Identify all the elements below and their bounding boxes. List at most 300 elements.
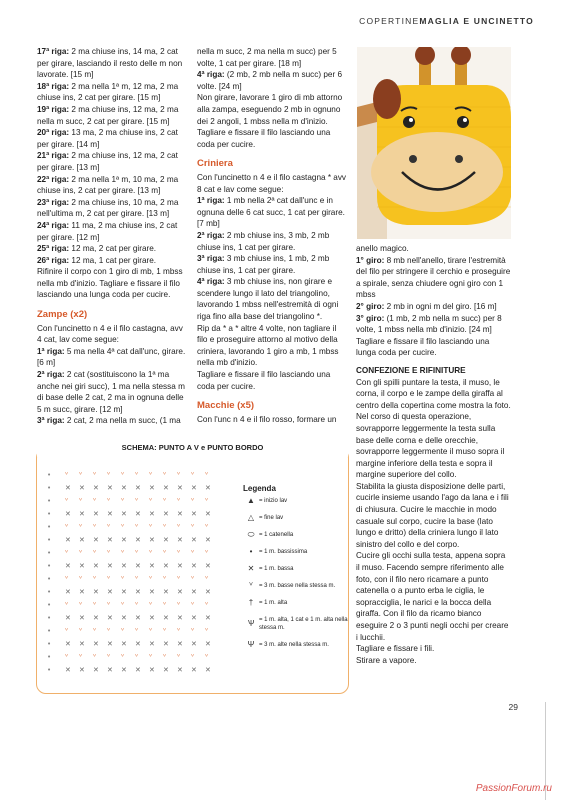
stitch-mark: ⱽ (65, 471, 69, 479)
stitch-mark: ⱽ (135, 497, 139, 505)
stitch-mark: ⱽ (135, 523, 139, 531)
instruction-text: 1 mb nella 2ª cat dall'unc e in ognuna delle 6 cat succ, 1 cat per girare. [7 mb] (197, 196, 345, 229)
instruction-text: 12 ma, 1 cat per girare. (69, 255, 157, 265)
stitch-mark: ⱽ (149, 497, 153, 505)
stitch-mark: ✕ (79, 614, 85, 622)
row-marker: • (47, 562, 52, 570)
instruction-text: 11 ma, 2 ma chiuse ins, 2 cat per girare. [12 m] (37, 220, 178, 242)
stitch-mark: ⱽ (177, 601, 181, 609)
legend-item (243, 599, 348, 607)
stitch-mark: ⱽ (191, 575, 195, 583)
stitch-mark: ✕ (107, 614, 113, 622)
row-label: 24ª riga: (37, 220, 70, 230)
instruction-text: Stabilita la giusta disposizione delle parti, cucirle insieme usando l'ago da lana e i fili di chiusura. Cucire le macchie in modo casuale sul corpo, cucire la base (lato lungo e dritto) della criniera lungo il lato sinistro del collo e del corpo. (356, 481, 509, 549)
legend-label: = 1 catenella (259, 532, 294, 538)
instruction-text: Stirare a vapore. (356, 655, 417, 665)
instruction-paragraph (197, 172, 347, 195)
instruction-paragraph (197, 195, 347, 230)
stitch-mark: ⱽ (93, 523, 97, 531)
row-label: 2ª riga: (197, 230, 225, 240)
instruction-text: Rifinire il corpo con 1 giro di mb, 1 mbss nella mb d'inizio. Tagliare e fissare il filo lasciando una lunga coda per cucire. (37, 267, 183, 300)
stitch-mark: ⱽ (79, 523, 83, 531)
stitch-symbol-icon: ⬭ (247, 530, 255, 539)
instruction-paragraph (356, 643, 511, 655)
instruction-paragraph (197, 276, 347, 322)
stitch-mark: ✕ (93, 640, 99, 648)
row-marker: • (47, 640, 52, 648)
stitch-mark: ✕ (107, 536, 113, 544)
row-label: 17ª riga: (37, 47, 70, 56)
page-number: 29 (508, 702, 518, 712)
stitch-mark: ⱽ (79, 497, 83, 505)
stitch-mark: ✕ (65, 640, 71, 648)
stitch-mark: ✕ (177, 536, 183, 544)
row-marker: • (47, 627, 52, 635)
stitch-mark: ✕ (177, 562, 183, 570)
stitch-mark: ✕ (191, 640, 197, 648)
stitch-mark: ✕ (205, 614, 211, 622)
section-heading: Macchie (x5) (197, 400, 255, 412)
row-marker: • (47, 510, 52, 518)
row-label: 19ª riga: (37, 104, 70, 114)
row-label: 21ª riga: (37, 151, 70, 161)
instruction-paragraph (197, 46, 347, 69)
row-marker: • (47, 614, 52, 622)
stitch-diagram (36, 443, 349, 694)
stitch-mark: ⱽ (149, 575, 153, 583)
stitch-mark: ⱽ (177, 549, 181, 557)
stitch-mark: ⱽ (177, 523, 181, 531)
stitch-mark: ✕ (135, 562, 141, 570)
stitch-mark: ⱽ (93, 575, 97, 583)
stitch-mark: ✕ (191, 614, 197, 622)
stitch-mark: ✕ (65, 614, 71, 622)
instruction-paragraph (37, 220, 187, 243)
instruction-text: nella m succ, 2 ma nella m succ) per 5 volte, 1 cat per girare. [18 m] (197, 47, 337, 68)
stitch-mark: ✕ (135, 484, 141, 492)
row-marker: • (47, 601, 52, 609)
stitch-mark: ⱽ (149, 523, 153, 531)
stitch-mark: ✕ (149, 666, 155, 674)
stitch-mark: ⱽ (149, 653, 153, 661)
stitch-mark: ✕ (163, 614, 169, 622)
stitch-mark: ⱽ (79, 627, 83, 635)
stitch-mark: ✕ (121, 536, 127, 544)
stitch-mark: ✕ (135, 588, 141, 596)
stitch-mark: ✕ (163, 640, 169, 648)
instruction-text: 2 ma nella 1ª m, 12 ma, 2 ma chiuse ins, 2 cat per girare. [15 m] (37, 81, 179, 103)
instruction-paragraph (37, 346, 187, 369)
stitch-mark: ✕ (191, 536, 197, 544)
instruction-text: 2 ma chiuse ins, 14 ma, 2 cat per girare, lasciando il resto delle m non lavorate. [15 m] (37, 47, 183, 80)
stitch-mark: ✕ (177, 510, 183, 518)
stitch-symbol-icon: ⱽ (249, 581, 253, 590)
stitch-mark: ⱽ (93, 471, 97, 479)
stitch-mark: ✕ (135, 640, 141, 648)
stitch-mark: ✕ (107, 510, 113, 518)
stitch-mark: ⱽ (149, 627, 153, 635)
instruction-text: 8 mb nell'anello, tirare l'estremità del filo per stringere il cerchio e proseguire a spirale, senza chiudere ogni giro con 1 mbss (356, 255, 511, 300)
stitch-mark: ⱽ (121, 523, 125, 531)
legend-label: = 1 m. alta (259, 600, 288, 606)
text-column-2 (197, 46, 347, 425)
row-marker: • (47, 549, 52, 557)
stitch-mark: ✕ (107, 640, 113, 648)
stitch-mark: ⱽ (107, 653, 111, 661)
instruction-paragraph (37, 174, 187, 197)
stitch-mark: ✕ (149, 562, 155, 570)
stitch-mark: ✕ (205, 536, 211, 544)
stitch-mark: ⱽ (65, 575, 69, 583)
stitch-mark: ⱽ (205, 627, 209, 635)
stitch-mark: ✕ (177, 614, 183, 622)
stitch-mark: ⱽ (65, 653, 69, 661)
legend-label: = 3 m. basse nella stessa m. (259, 583, 336, 589)
stitch-mark: ✕ (107, 484, 113, 492)
stitch-mark: ⱽ (107, 627, 111, 635)
instruction-text: 12 ma, 2 cat per girare. (69, 244, 157, 254)
stitch-mark: ⱽ (205, 653, 209, 661)
instruction-paragraph (197, 69, 347, 92)
instruction-text: Rip da * a * altre 4 volte, non tagliare il filo e proseguire attorno al motivo della criniera, lavorando 1 giro a mb, 1 mbss nella mb d'inizio. (197, 323, 339, 368)
stitch-symbol-icon: ▲ (247, 496, 255, 505)
legend-item (243, 616, 348, 632)
instruction-text: Con l'uncinetto n 4 e il filo castagna * avv 8 cat e lav come segue: (197, 172, 347, 194)
stitch-mark: ⱽ (135, 575, 139, 583)
instruction-paragraph (356, 313, 511, 336)
stitch-mark: ⱽ (135, 601, 139, 609)
stitch-mark: ✕ (205, 640, 211, 648)
stitch-mark: ⱽ (163, 549, 167, 557)
instruction-paragraph (356, 255, 511, 301)
stitch-mark: ✕ (65, 562, 71, 570)
legend-title: Legenda (243, 484, 276, 493)
stitch-mark: ⱽ (65, 627, 69, 635)
stitch-symbol-icon: △ (247, 513, 255, 522)
stitch-mark: ✕ (191, 484, 197, 492)
stitch-mark: ⱽ (93, 627, 97, 635)
row-marker: • (47, 497, 52, 505)
watermark: PassionForum.ru (475, 783, 552, 794)
diagram-legend (243, 485, 348, 658)
row-label: 26ª riga: (37, 255, 70, 265)
diagram-title: SCHEMA: PUNTO A V e PUNTO BORDO (116, 443, 270, 452)
stitch-mark: ✕ (93, 666, 99, 674)
section-heading: Zampe (x2) (37, 309, 88, 321)
instruction-paragraph (197, 92, 347, 150)
row-label: 2° giro: (356, 301, 385, 311)
instruction-paragraph (37, 255, 187, 267)
stitch-mark: ✕ (177, 666, 183, 674)
stitch-mark: ⱽ (93, 653, 97, 661)
instruction-paragraph (37, 266, 187, 301)
instruction-paragraph (37, 415, 187, 427)
stitch-mark: ✕ (79, 484, 85, 492)
stitch-mark: ✕ (149, 614, 155, 622)
stitch-mark: ⱽ (191, 627, 195, 635)
stitch-mark: ⱽ (205, 549, 209, 557)
stitch-mark: ⱽ (65, 523, 69, 531)
stitch-mark: ⱽ (93, 601, 97, 609)
stitch-mark: ✕ (135, 666, 141, 674)
instruction-text: (2 mb, 2 mb nella m succ) per 6 volte. [24 m] (197, 70, 343, 91)
legend-label: = 3 m. alte nella stessa m. (259, 642, 329, 648)
stitch-mark: ✕ (163, 562, 169, 570)
instruction-text: Tagliare e fissare il filo lasciando una coda per cucire. (197, 370, 331, 391)
legend-label: = 1 m. bassissima (259, 549, 308, 555)
stitch-symbol-icon: Ψ (247, 640, 255, 649)
stitch-mark: ✕ (93, 588, 99, 596)
stitch-symbol-icon: † (248, 598, 254, 607)
legend-item (243, 565, 348, 573)
row-label: 23ª riga: (37, 197, 70, 207)
stitch-mark: ✕ (177, 640, 183, 648)
row-marker: • (47, 653, 52, 661)
instruction-paragraph (37, 104, 187, 127)
stitch-mark: ✕ (163, 666, 169, 674)
stitch-mark: ⱽ (177, 653, 181, 661)
row-label: 20ª riga: (37, 128, 70, 138)
stitch-mark: ⱽ (191, 497, 195, 505)
instruction-paragraph (356, 301, 511, 313)
stitch-mark: ⱽ (65, 601, 69, 609)
stitch-mark: ✕ (177, 588, 183, 596)
stitch-mark: ✕ (177, 484, 183, 492)
stitch-mark: ✕ (135, 536, 141, 544)
stitch-mark: ⱽ (177, 575, 181, 583)
stitch-mark: ⱽ (65, 497, 69, 505)
instruction-paragraph (37, 323, 187, 346)
stitch-mark: ⱽ (149, 549, 153, 557)
stitch-mark: ✕ (149, 484, 155, 492)
stitch-mark: ✕ (191, 510, 197, 518)
stitch-mark: ⱽ (205, 523, 209, 531)
instruction-text: 5 ma nella 4ª cat dall'unc, girare. [6 m] (37, 346, 186, 368)
stitch-mark: ✕ (65, 588, 71, 596)
stitch-mark: ✕ (135, 510, 141, 518)
stitch-mark: ⱽ (107, 601, 111, 609)
stitch-mark: ⱽ (191, 471, 195, 479)
stitch-mark: ⱽ (135, 653, 139, 661)
stitch-mark: ⱽ (191, 601, 195, 609)
giraffe-photo (357, 47, 511, 239)
instruction-paragraph (356, 336, 511, 359)
instruction-text: Non girare, lavorare 1 giro di mb attorno alla zampa, eseguendo 2 mb in ognuno dei 2 angoli, 1 mbss nella m d'inizio. Tagliare e fissare il filo lasciando una coda per cucire. (197, 93, 343, 149)
stitch-mark: ⱽ (163, 497, 167, 505)
stitch-mark: ✕ (205, 588, 211, 596)
instruction-text: Con l'uncinetto n 4 e il filo castagna, avv 4 cat, lav come segue: (37, 323, 183, 345)
stitch-mark: ⱽ (163, 601, 167, 609)
legend-label: = inizio lav (259, 498, 288, 504)
instruction-paragraph (37, 46, 187, 81)
stitch-mark: ⱽ (205, 497, 209, 505)
stitch-mark: ⱽ (107, 549, 111, 557)
stitch-mark: ✕ (79, 562, 85, 570)
stitch-mark: ✕ (65, 484, 71, 492)
stitch-mark: ✕ (65, 666, 71, 674)
row-label: 3ª riga: (197, 254, 225, 264)
stitch-mark: ✕ (121, 484, 127, 492)
stitch-symbol-icon: Ѱ (247, 619, 255, 628)
stitch-mark: ⱽ (79, 575, 83, 583)
stitch-mark: ✕ (121, 510, 127, 518)
stitch-mark: ✕ (191, 666, 197, 674)
stitch-mark: ⱽ (79, 471, 83, 479)
instruction-paragraph (197, 253, 347, 276)
stitch-mark: ⱽ (135, 471, 139, 479)
instruction-paragraph (197, 323, 347, 369)
row-marker: • (47, 588, 52, 596)
instruction-text: 3 mb chiuse ins, non girare e scendere lungo il lato del triangolino, lavorando 1 mbss nell'estremità di ogni riga fino alla base del triangolino *. (197, 277, 339, 322)
stitch-mark: ✕ (121, 614, 127, 622)
row-label: 18ª riga: (37, 81, 70, 91)
stitch-mark: ✕ (79, 588, 85, 596)
legend-item (243, 531, 348, 539)
row-marker: • (47, 536, 52, 544)
running-header: COPERTINEMAGLIA E UNCINETTO (359, 16, 534, 26)
stitch-mark: ✕ (205, 562, 211, 570)
instruction-paragraph (37, 150, 187, 173)
row-marker: • (47, 523, 52, 531)
stitch-mark: ⱽ (205, 575, 209, 583)
instruction-paragraph (356, 655, 511, 667)
instruction-paragraph (197, 230, 347, 253)
row-label: 3ª riga: (37, 416, 65, 426)
stitch-mark: ⱽ (163, 575, 167, 583)
row-marker: • (47, 471, 52, 479)
instruction-text: 2 ma chiuse ins, 12 ma, 2 cat per girare. [13 m] (37, 151, 178, 172)
stitch-mark: ✕ (135, 614, 141, 622)
instruction-text: 2 ma chiuse ins, 12 ma, 2 ma nella m succ, 2 cat per girare. [15 m] (37, 104, 179, 126)
stitch-mark: ✕ (107, 588, 113, 596)
stitch-mark: ⱽ (177, 627, 181, 635)
stitch-mark: ⱽ (149, 601, 153, 609)
row-label: 4ª riga: (197, 70, 225, 80)
stitch-mark: ✕ (163, 510, 169, 518)
stitch-mark: ⱽ (121, 471, 125, 479)
stitch-mark: ✕ (205, 510, 211, 518)
stitch-mark: ✕ (65, 510, 71, 518)
row-label: 22ª riga: (37, 174, 70, 184)
stitch-mark: ✕ (121, 666, 127, 674)
instruction-text: 2 mb chiuse ins, 3 mb, 2 mb chiuse ins, 1 cat per girare. (197, 230, 330, 252)
stitch-mark: ✕ (163, 536, 169, 544)
stitch-mark: ✕ (163, 588, 169, 596)
stitch-mark: ⱽ (121, 627, 125, 635)
stitch-mark: ✕ (149, 588, 155, 596)
instruction-paragraph (37, 369, 187, 415)
legend-label: = 1 m. alta, 1 cat e 1 m. alta nella stessa m. (259, 617, 348, 631)
stitch-mark: ✕ (121, 640, 127, 648)
row-marker: • (47, 575, 52, 583)
stitch-symbol-icon: ✕ (247, 564, 255, 573)
stitch-mark: ✕ (149, 510, 155, 518)
stitch-mark: ✕ (149, 640, 155, 648)
stitch-mark: ⱽ (163, 627, 167, 635)
row-label: 2ª riga: (37, 370, 65, 380)
instruction-text: 2 ma nella 1ª m, 10 ma, 2 ma chiuse ins, 2 cat per girare. [13 m] (37, 174, 179, 196)
stitch-mark: ✕ (93, 510, 99, 518)
stitch-mark: ⱽ (149, 471, 153, 479)
stitch-mark: ⱽ (191, 549, 195, 557)
stitch-mark: ⱽ (205, 471, 209, 479)
instruction-text: Tagliare e fissare il filo lasciando una lunga coda per cucire. (356, 336, 490, 358)
stitch-mark: ⱽ (121, 549, 125, 557)
row-label: 25ª riga: (37, 244, 70, 254)
stitch-mark: ✕ (79, 510, 85, 518)
stitch-mark: ⱽ (177, 497, 181, 505)
legend-item (243, 497, 348, 505)
row-marker: • (47, 666, 52, 674)
instruction-text: 2 cat, 2 ma nella m succ, (1 ma (64, 416, 181, 426)
stitch-chart (43, 471, 233, 686)
stitch-mark: ✕ (107, 562, 113, 570)
legend-item (243, 582, 348, 590)
stitch-mark: ⱽ (177, 471, 181, 479)
instruction-text: 2 mb in ogni m del giro. [16 m] (384, 301, 497, 311)
instruction-text: 2 ma chiuse ins, 10 ma, 2 ma nell'ultima m, 2 cat per girare. [13 m] (37, 197, 179, 219)
stitch-mark: ✕ (121, 562, 127, 570)
instruction-paragraph (37, 127, 187, 150)
legend-item (243, 514, 348, 522)
instruction-paragraph (197, 369, 347, 392)
row-label: 3° giro: (356, 313, 385, 323)
stitch-mark: ⱽ (107, 575, 111, 583)
stitch-mark: ✕ (191, 588, 197, 596)
section-heading: CONFEZIONE E RIFINITURE (356, 365, 466, 375)
stitch-mark: ✕ (149, 536, 155, 544)
stitch-mark: ✕ (163, 484, 169, 492)
stitch-mark: ✕ (205, 484, 211, 492)
text-column-3 (356, 243, 511, 666)
instruction-paragraph (356, 243, 511, 255)
instruction-text: 2 cat (sostituiscono la 1ª ma anche nei giri succ), 1 ma nella stessa m di base delle 2 cat, 2 ma in ognuna delle 5 m succ, girare. [12 m] (37, 370, 185, 414)
instruction-text: Tagliare e fissare i fili. (356, 644, 435, 654)
stitch-mark: ✕ (93, 562, 99, 570)
row-label: 1ª riga: (37, 346, 65, 356)
instruction-paragraph (37, 81, 187, 104)
stitch-mark: ⱽ (163, 523, 167, 531)
instruction-text: Con l'unc n 4 e il filo rosso, formare un (197, 414, 337, 424)
instruction-text: (1 mb, 2 mb nella m succ) per 8 volte, 1 mbss nella mb d'inizio. [24 m] (356, 313, 502, 335)
stitch-symbol-icon: • (249, 547, 253, 556)
stitch-mark: ⱽ (93, 497, 97, 505)
stitch-mark: ⱽ (191, 523, 195, 531)
stitch-mark: ⱽ (121, 497, 125, 505)
stitch-mark: ⱽ (79, 549, 83, 557)
instruction-paragraph (356, 481, 511, 551)
instruction-text: Cucire gli occhi sulla testa, appena sopra il muso. Facendo sempre riferimento alle foto, con il filo nero ricamare a punto catenella o a punto erba le ciglia, le sopracciglia, le narici e la bocca della giraffa. Con il filo da ricamo bianco eseguire 2 o 3 punti negli occhi per creare i lucchii. (356, 551, 509, 642)
row-label: 1ª riga: (197, 196, 225, 206)
instruction-text: 3 mb chiuse ins, 1 mb, 2 mb chiuse ins, 1 cat per girare. (197, 254, 330, 275)
instruction-paragraph (37, 243, 187, 255)
stitch-mark: ✕ (121, 588, 127, 596)
stitch-mark: ✕ (191, 562, 197, 570)
stitch-mark: ⱽ (93, 549, 97, 557)
stitch-mark: ⱽ (107, 523, 111, 531)
stitch-mark: ⱽ (135, 549, 139, 557)
text-column-1 (37, 46, 187, 427)
stitch-mark: ✕ (205, 666, 211, 674)
stitch-mark: ✕ (79, 640, 85, 648)
legend-label: = 1 m. bassa (259, 566, 294, 572)
stitch-mark: ⱽ (121, 653, 125, 661)
stitch-mark: ⱽ (121, 575, 125, 583)
stitch-mark: ⱽ (107, 471, 111, 479)
stitch-mark: ⱽ (121, 601, 125, 609)
legend-item (243, 548, 348, 556)
stitch-mark: ✕ (93, 536, 99, 544)
